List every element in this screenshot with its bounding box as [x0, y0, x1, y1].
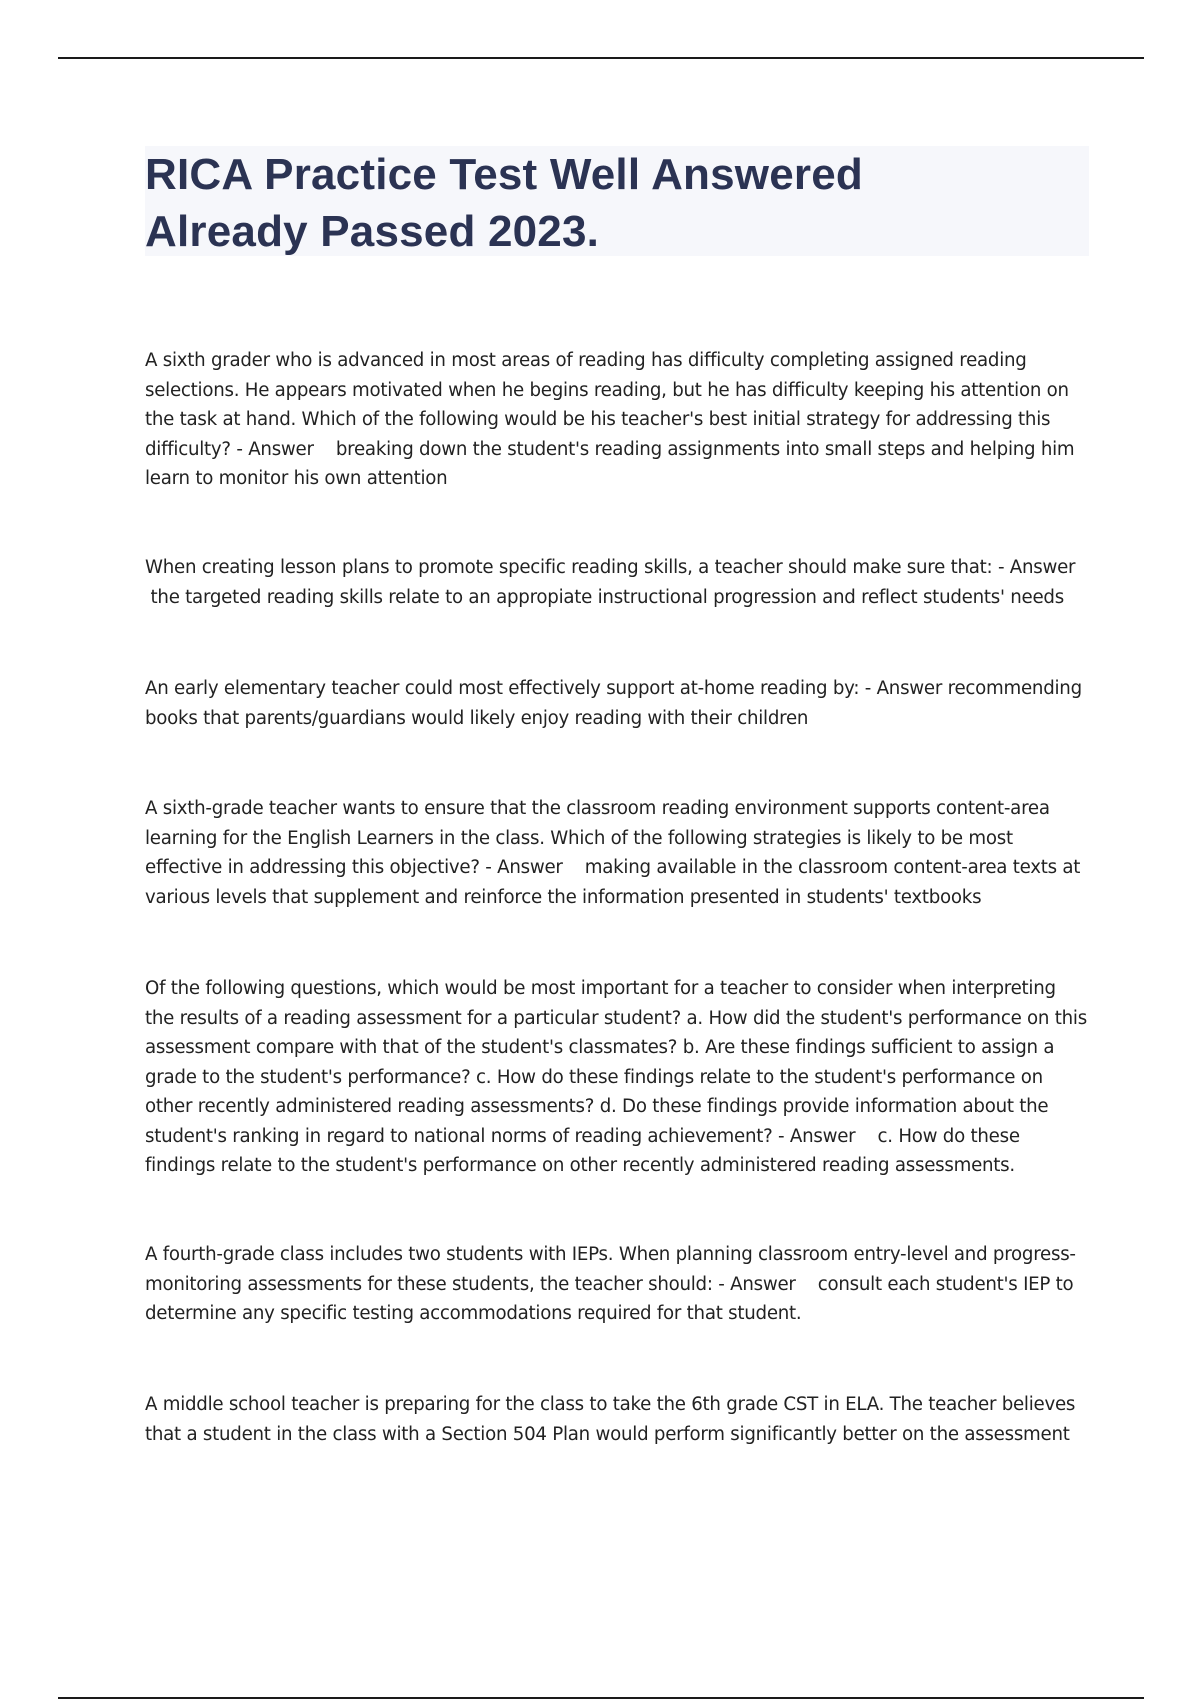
- question-text: A sixth-grade teacher wants to ensure that the classroom reading environment supports content-area learning for the English Learners in the class. Which of the following strategies is likely to be most effective in addressing this objective?: [145, 798, 1050, 878]
- qa-item-6: [145, 1240, 1090, 1329]
- answer-label: - Answer: [718, 1273, 796, 1295]
- question-text: An early elementary teacher could most effectively support at-home reading by:: [145, 678, 860, 699]
- qa-item-7: [145, 1390, 1090, 1449]
- qa-item-5: [145, 974, 1090, 1181]
- answer-text: breaking down the student's reading assignments into small steps and helping him learn to monitor his own attention: [145, 438, 1075, 489]
- question-text: A sixth grader who is advanced in most areas of reading has difficulty completing assigned reading selections. He appears motivated when he begins reading, but he has difficulty keeping his attention on the task at hand. Which of the following would be his teacher's best initial strategy for addressing this difficulty?: [145, 350, 1069, 460]
- qa-item-1: [145, 346, 1090, 494]
- answer-text: c. How do these findings relate to the student's performance on other recently administered reading assessments.: [145, 1125, 1020, 1176]
- answer-text: the targeted reading skills relate to an appropiate instructional progression and reflect students' needs: [150, 586, 1064, 608]
- qa-item-2: [145, 553, 1090, 612]
- answer-label: - Answer: [997, 557, 1076, 578]
- question-text: When creating lesson plans to promote specific reading skills, a teacher should make sure that:: [145, 557, 993, 578]
- question-text: A middle school teacher is preparing for the class to take the 6th grade CST in ELA. The teacher believes that a student in the class with a Section 504 Plan would perform significantly better on the assessment: [145, 1394, 1076, 1445]
- answer-text: making available in the classroom content-area texts at various levels that supplement and reinforce the information presented in students' textbooks: [145, 857, 1081, 908]
- answer-text: recommending books that parents/guardians would likely enjoy reading with their children: [145, 678, 1082, 729]
- top-rule: [58, 57, 1144, 59]
- answer-label: - Answer: [236, 438, 314, 460]
- answer-label: - Answer: [485, 857, 563, 878]
- answer-label: - Answer: [864, 678, 943, 699]
- answer-label: - Answer: [778, 1125, 856, 1147]
- question-text: A fourth-grade class includes two students with IEPs. When planning classroom entry-level and progress-monitoring assessments for these students, the teacher should:: [145, 1244, 1076, 1295]
- answer-text: consult each student's IEP to determine any specific testing accommodations required for that student.: [145, 1273, 1074, 1324]
- bottom-rule: [58, 1697, 1144, 1699]
- qa-item-3: [145, 674, 1090, 733]
- title-line-2: Already Passed 2023.: [145, 207, 600, 256]
- title-line-1: RICA Practice Test Well Answered: [145, 150, 863, 199]
- question-text: Of the following questions, which would be most important for a teacher to consider when interpreting the results of a reading assessment for a particular student? a. How did the student's performance on this assessment compare with that of the student's classmates? b. Are these findings sufficient to assign a grade to the student's performance? c. How do these findings relate to the student's performance on other recently administered reading assessments? d. Do these findings provide information about the student's ranking in regard to national norms of reading achievement?: [145, 978, 1087, 1147]
- document-title: [145, 146, 1089, 260]
- qa-item-4: [145, 794, 1090, 912]
